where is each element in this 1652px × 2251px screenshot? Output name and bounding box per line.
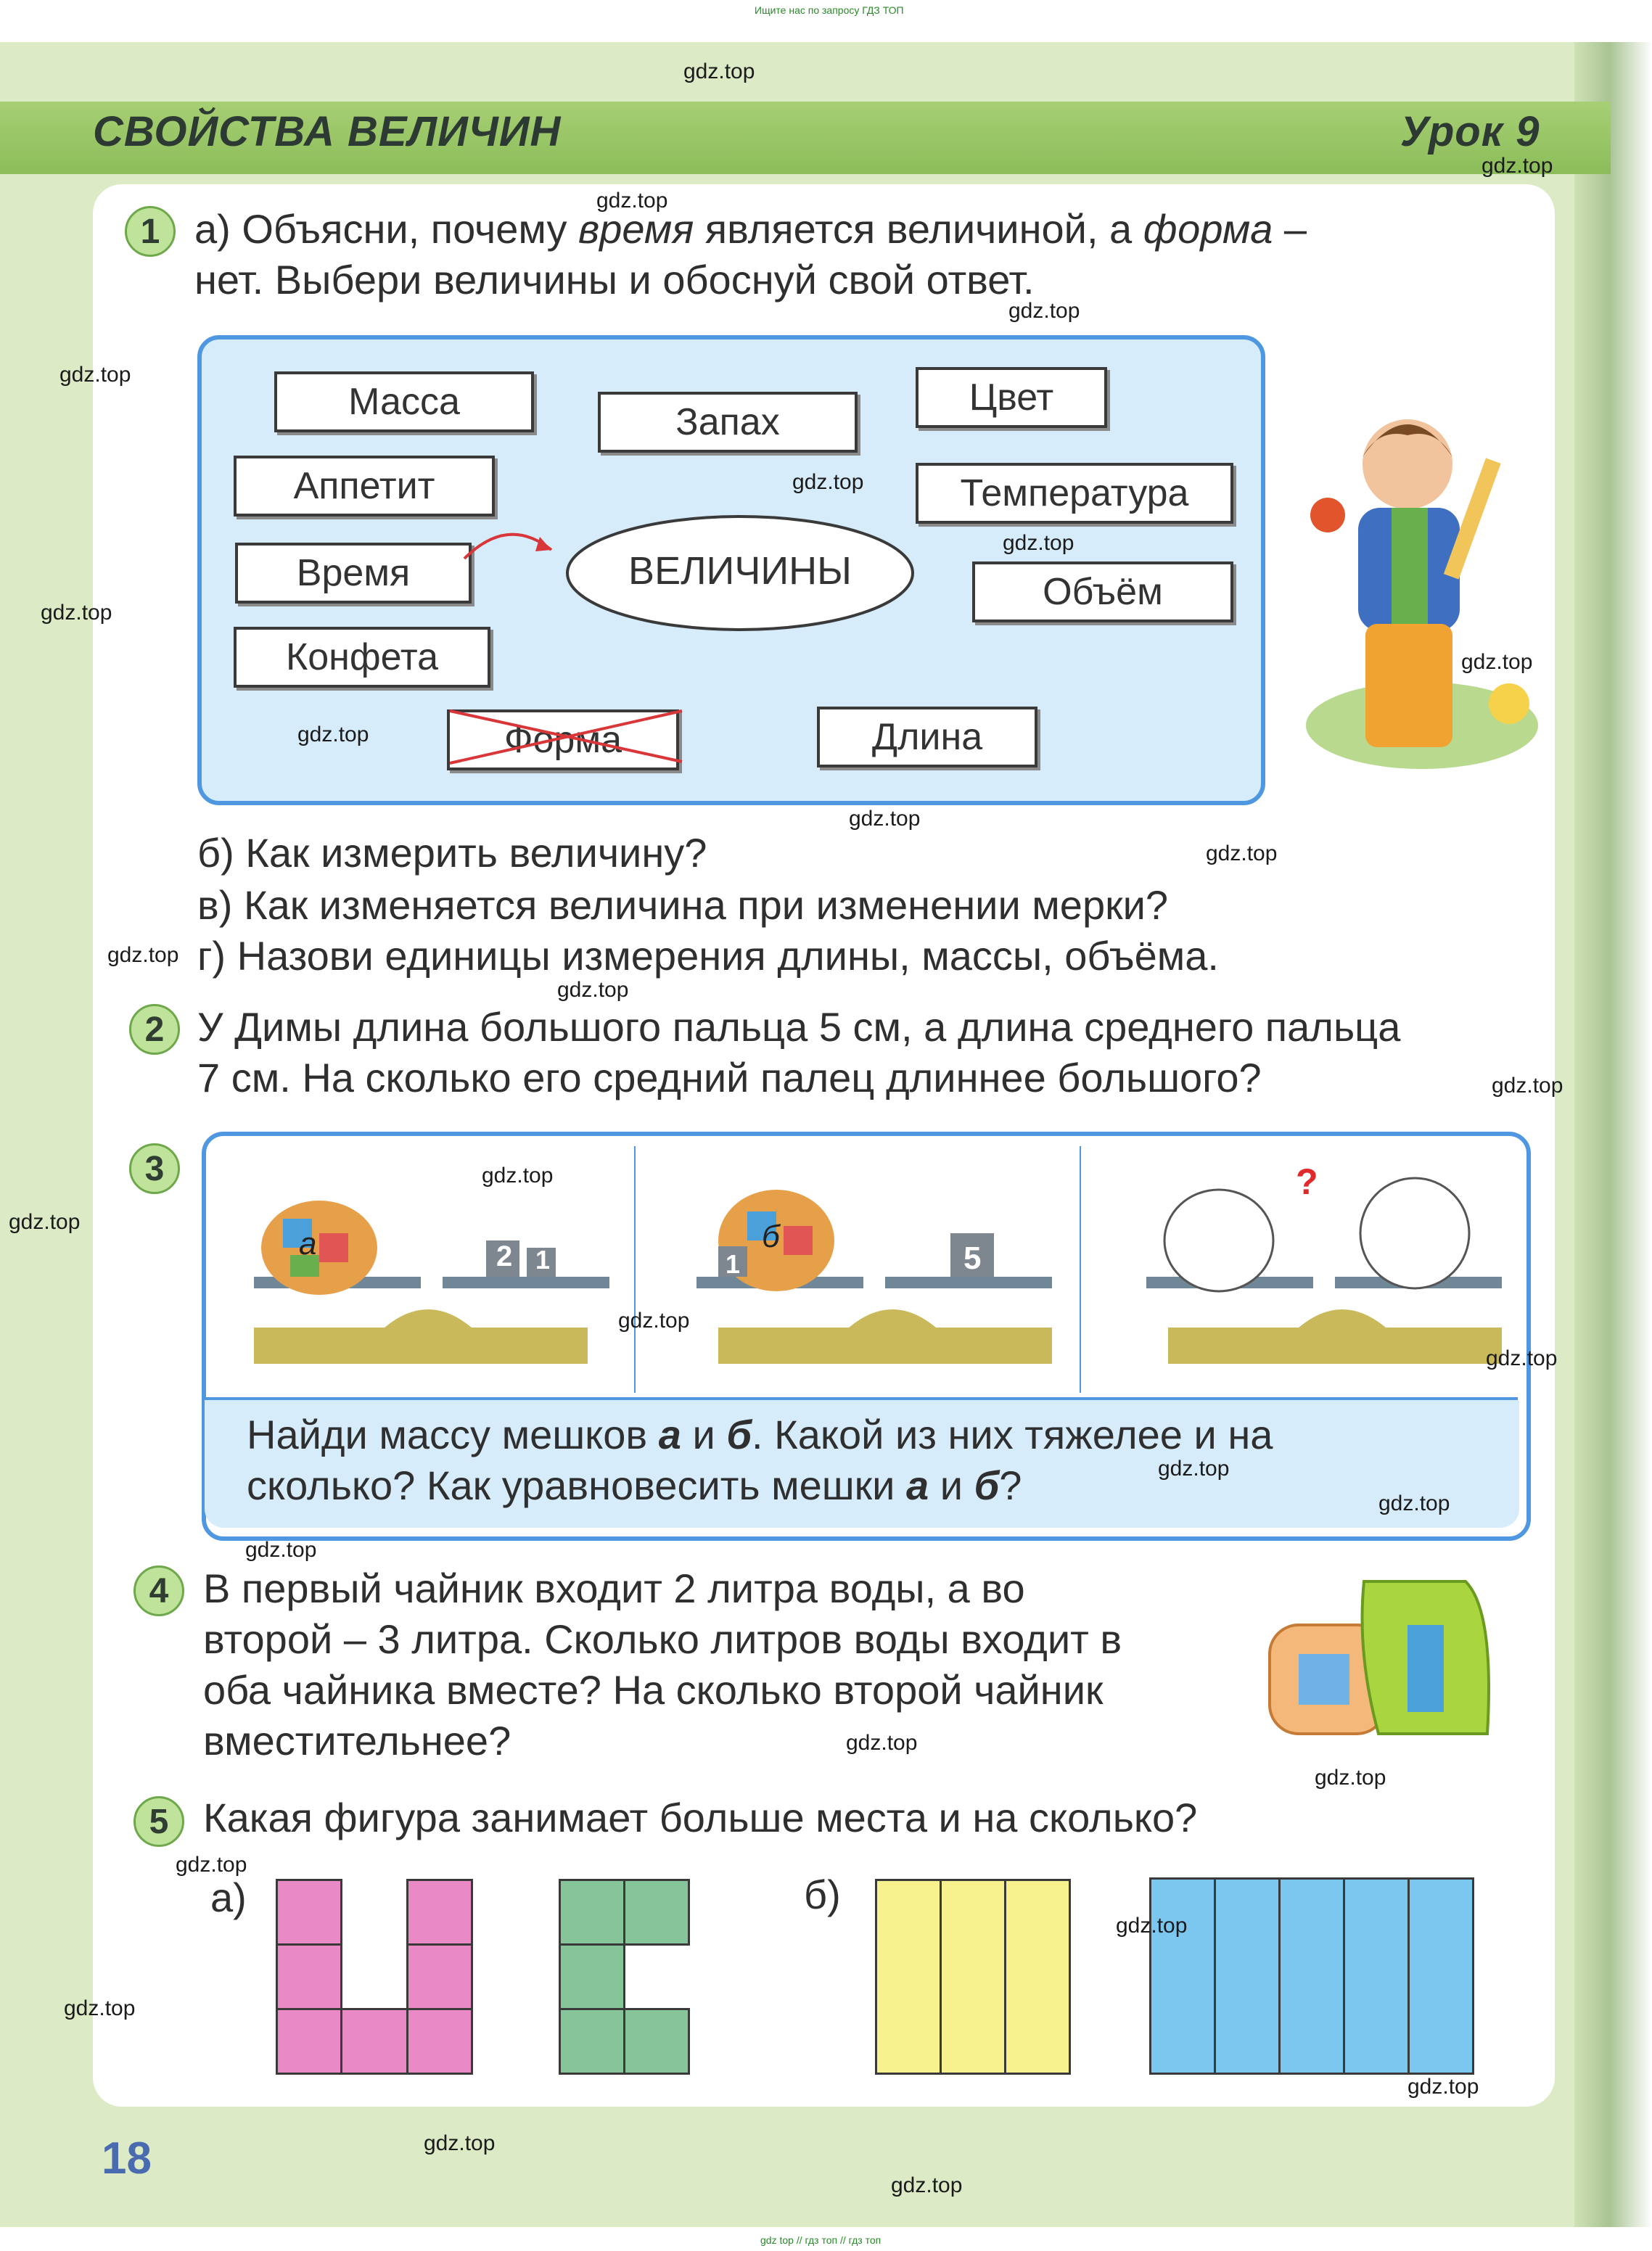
scale-2: [696, 1190, 1052, 1364]
watermark: gdz.top: [1482, 154, 1553, 178]
kettle-large-window: [1408, 1625, 1444, 1712]
watermark: gdz.top: [891, 2173, 963, 2197]
bag-a-ref-2: а: [906, 1462, 929, 1508]
watermark: gdz.top: [245, 1538, 317, 1562]
watermark: gdz.top: [1158, 1457, 1230, 1481]
task-4-line-3: оба чайника вместе? На сколько второй чайник: [203, 1667, 1104, 1713]
cell: [559, 1879, 625, 1946]
task-1-line-2: нет. Выбери величины и обоснуй свой ответ.: [194, 257, 1035, 303]
word-box-time: Время: [235, 543, 472, 604]
watermark: gdz.top: [59, 363, 131, 387]
word-box-candy: Конфета: [234, 627, 490, 688]
word-box-length: Длина: [817, 707, 1037, 768]
watermark: gdz.top: [1315, 1766, 1386, 1790]
strip: [1149, 1877, 1216, 2075]
strip: [940, 1879, 1006, 2075]
task-1-question-v: в) Как изменяется величина при изменении мерки?: [197, 882, 1169, 928]
word-box-form: Форма: [447, 709, 679, 770]
word-box-temperature: Температура: [916, 463, 1233, 524]
task-3-text-mid-2: и: [929, 1462, 974, 1508]
question-mark: ?: [1296, 1161, 1318, 1202]
task-4-number: 4: [133, 1565, 184, 1616]
task-2-line-2: 7 см. На сколько его средний палец длиннее большого?: [197, 1055, 1262, 1100]
scale-1: [254, 1201, 609, 1364]
watermark: gdz.top: [1206, 841, 1278, 865]
task-4-line-1: В первый чайник входит 2 литра воды, а во: [203, 1565, 1025, 1611]
weight-2: 2: [496, 1240, 513, 1272]
site-note: Ищите нас по запросу ГДЗ ТОП: [755, 4, 904, 16]
watermark: gdz.top: [1116, 1914, 1188, 1938]
word-box-smell: Запах: [598, 392, 858, 453]
cell: [623, 1879, 690, 1946]
watermark: gdz.top: [64, 1996, 136, 2020]
kettle-small-window: [1299, 1654, 1349, 1705]
weight-1: 1: [535, 1245, 551, 1275]
watermark: gdz.top: [176, 1853, 247, 1877]
strip: [1343, 1877, 1410, 2075]
page-number: 18: [102, 2133, 152, 2184]
word-box-mass: Масса: [274, 371, 534, 432]
task-1-line-1: [194, 203, 1307, 255]
task-3-line-1: [247, 1409, 1273, 1461]
watermark: gdz.top: [596, 189, 668, 213]
book-spine: [1574, 42, 1652, 2227]
cell: [340, 2008, 408, 2075]
boy-pants: [1365, 624, 1452, 747]
weight-5: 5: [963, 1240, 982, 1276]
watermark: gdz.top: [1461, 650, 1533, 674]
watermark: gdz.top: [424, 2131, 496, 2155]
task-1-diagram-overlay: [406, 501, 929, 791]
watermark: gdz.top: [9, 1210, 81, 1234]
task-4-line-2: второй – 3 литра. Сколько литров воды входит в: [203, 1616, 1122, 1662]
task-1-number: 1: [125, 206, 176, 257]
bag-b-ref-2: б: [974, 1462, 1000, 1508]
watermark: gdz.top: [1008, 299, 1080, 323]
watermark: gdz.top: [683, 59, 755, 83]
cell: [276, 1879, 342, 1946]
cell: [276, 1943, 342, 2010]
task-3-number: 3: [129, 1143, 180, 1194]
task-1-text-b: является величиной, а: [694, 206, 1143, 252]
strip: [1214, 1877, 1281, 2075]
footer-note: gdz top // гдз топ // гдз топ: [760, 2234, 882, 2246]
word-box-appetite: Аппетит: [234, 456, 495, 517]
strip: [1004, 1879, 1071, 2075]
word-form-italic: форма: [1143, 206, 1273, 252]
cell: [276, 2008, 342, 2075]
apple: [1310, 498, 1345, 532]
task-3-text-c: . Какой из них тяжелее и на: [751, 1412, 1273, 1457]
cell: [559, 1943, 625, 2010]
cell: [559, 2008, 625, 2075]
watermark: gdz.top: [1378, 1491, 1450, 1515]
task-3-text-mid-1: и: [681, 1412, 727, 1457]
center-label-quantities: ВЕЛИЧИНЫ: [628, 549, 852, 593]
word-box-volume: Объём: [972, 561, 1233, 622]
kettles-illustration: [1248, 1567, 1524, 1756]
weight-1-second-scale: 1: [726, 1249, 741, 1279]
strip: [1278, 1877, 1345, 2075]
watermark: gdz.top: [1486, 1346, 1558, 1370]
task-3-text-a: Найди массу мешков: [247, 1412, 659, 1457]
task-5-number: 5: [133, 1796, 184, 1847]
page-title: СВОЙСТВА ВЕЛИЧИН: [93, 108, 562, 155]
bag-b-label: б: [762, 1219, 780, 1254]
strip: [875, 1879, 942, 2075]
watermark: gdz.top: [1492, 1074, 1563, 1098]
scales-illustration: [210, 1161, 1516, 1393]
bag-a-ref-1: а: [658, 1412, 681, 1457]
watermark: gdz.top: [1408, 2075, 1479, 2099]
watermark: gdz.top: [557, 978, 629, 1002]
chick: [1489, 683, 1529, 724]
watermark: gdz.top: [107, 943, 179, 967]
task-1-text-c: –: [1273, 206, 1307, 252]
scale-3: [1146, 1178, 1502, 1364]
cell: [623, 2008, 690, 2075]
red-arrow-head: [535, 537, 551, 551]
cell: [406, 1943, 473, 2010]
boy-shirt: [1392, 508, 1428, 631]
watermark: gdz.top: [482, 1164, 554, 1188]
task-3-text-d: сколько? Как уравновесить мешки: [247, 1462, 907, 1508]
task-1-text-a: а) Объясни, почему: [194, 206, 579, 252]
watermark: gdz.top: [41, 601, 112, 625]
bag-b-ref-1: б: [726, 1412, 752, 1457]
task-4-line-4: вместительнее?: [203, 1718, 511, 1764]
watermark: gdz.top: [792, 470, 864, 494]
task-2-line-1: У Димы длина большого пальца 5 см, а длина среднего пальца: [197, 1004, 1401, 1050]
cell: [406, 2008, 473, 2075]
bag-a-label: а: [299, 1226, 317, 1262]
task-5-question: Какая фигура занимает больше места и на сколько?: [203, 1795, 1198, 1840]
task-2-number: 2: [129, 1004, 180, 1055]
task-3-line-2: [247, 1460, 1022, 1512]
cell: [406, 1879, 473, 1946]
watermark: gdz.top: [849, 807, 921, 831]
figures-a-label: а): [210, 1875, 247, 1920]
watermark: gdz.top: [297, 723, 369, 746]
task-1-question-b: б) Как измерить величину?: [197, 830, 707, 876]
word-time-italic: время: [578, 206, 694, 252]
task-3-text-e: ?: [999, 1462, 1022, 1508]
figures-b-label: б): [804, 1872, 841, 1917]
watermark: gdz.top: [846, 1731, 918, 1755]
strip: [1408, 1877, 1474, 2075]
lesson-label: Урок 9: [1400, 108, 1540, 155]
watermark: gdz.top: [1003, 531, 1074, 555]
word-box-color: Цвет: [916, 367, 1107, 428]
task-1-question-g: г) Назови единицы измерения длины, массы, объёма.: [197, 933, 1219, 979]
boy-illustration: [1299, 399, 1545, 791]
watermark: gdz.top: [618, 1309, 690, 1333]
